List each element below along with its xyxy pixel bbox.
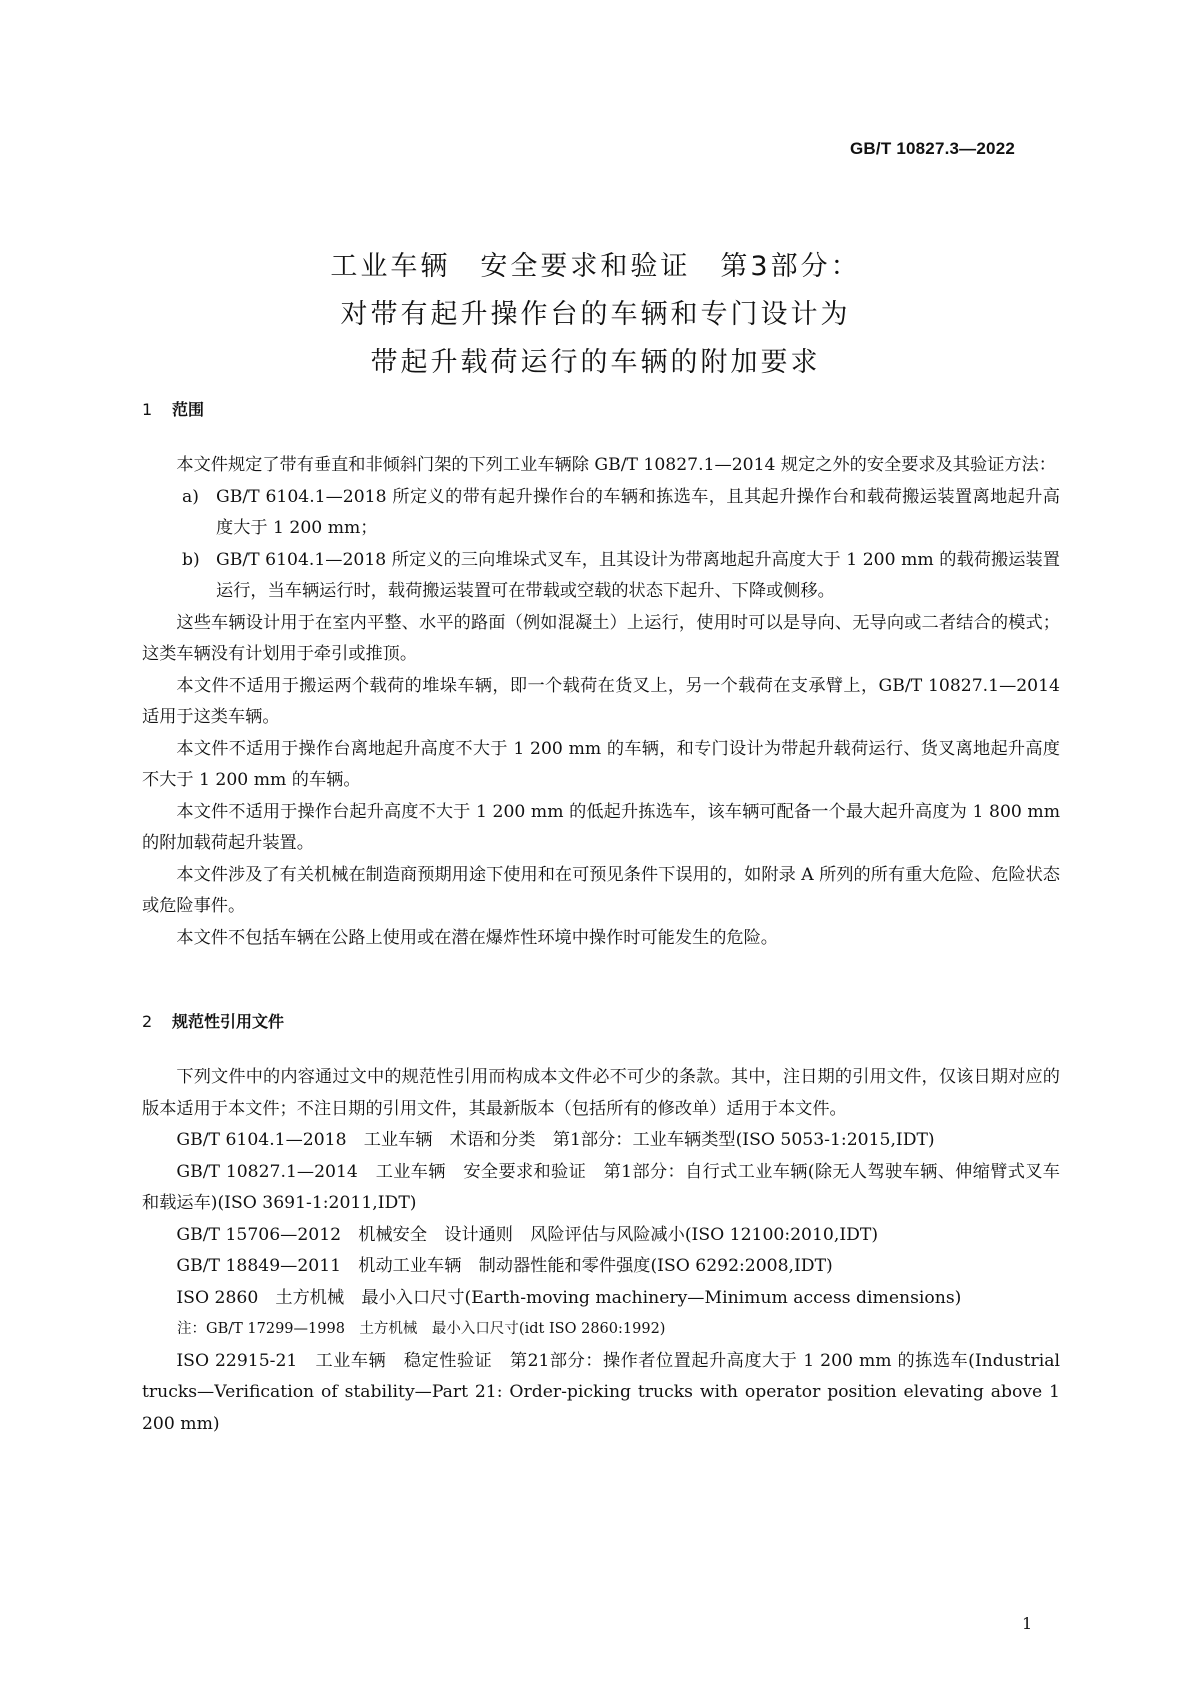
section-2-heading [142, 1009, 284, 1032]
reference-entry: GB/T 6104.1—2018 工业车辆 术语和分类 第1部分：工业车辆类型(ISO 5053-1:2015,IDT) [176, 1130, 935, 1150]
reference-entry: GB/T 10827.1—2014 工业车辆 安全要求和验证 第1部分：自行式工业车辆(除无人驾驶车辆、伸缩臂式叉车和载运车)(ISO 3691-1:2011,IDT) [142, 1161, 1060, 1213]
title-line-1: 工业车辆 安全要求和验证 第3部分： [330, 251, 861, 282]
paragraph: 本文件不适用于操作台离地起升高度不大于 1 200 mm 的车辆，和专门设计为带起升载荷运行、货叉离地起升高度不大于 1 200 mm 的车辆。 [142, 738, 1060, 790]
section-1-body [142, 450, 1060, 954]
section-number: 1 [142, 400, 153, 419]
section-2-body [142, 1062, 1060, 1440]
list-item [142, 545, 1060, 608]
paragraph: 本文件不包括车辆在公路上使用或在潜在爆炸性环境中操作时可能发生的危险。 [176, 927, 778, 948]
reference-note: 注：GB/T 17299—1998 土方机械 最小入口尺寸(idt ISO 2860:1992) [177, 1321, 666, 1337]
title-line-3: 带起升载荷运行的车辆的附加要求 [370, 347, 821, 378]
page-number: 1 [1022, 1614, 1033, 1633]
paragraph: 这些车辆设计用于在室内平整、水平的路面（例如混凝土）上运行，使用时可以是导向、无导向或二者结合的模式；这类车辆没有计划用于牵引或推顶。 [142, 612, 1060, 664]
reference-entry: GB/T 15706—2012 机械安全 设计通则 风险评估与风险减小(ISO 12100:2010,IDT) [176, 1224, 879, 1245]
reference-entry: ISO 2860 土方机械 最小入口尺寸(Earth-moving machinery—Minimum access dimensions) [176, 1287, 962, 1308]
references-intro: 下列文件中的内容通过文中的规范性引用而构成本文件必不可少的条款。其中，注日期的引用文件，仅该日期对应的版本适用于本文件；不注日期的引用文件，其最新版本（包括所有的修改单）适用于本文件。 [142, 1067, 1060, 1119]
list-item-text: GB/T 6104.1—2018 所定义的三向堆垛式叉车，且其设计为带离地起升高度大于 1 200 mm 的载荷搬运装置运行，当车辆运行时，载荷搬运装置可在带载或空载的状态下起升、下降或侧移。 [216, 549, 1060, 601]
list-marker: a) [182, 486, 199, 507]
section-title: 范围 [172, 400, 205, 419]
list-marker: b) [182, 549, 200, 570]
standard-number: GB/T 10827.3—2022 [850, 139, 1015, 158]
document-title [0, 243, 1191, 387]
reference-entry: GB/T 18849—2011 机动工业车辆 制动器性能和零件强度(ISO 6292:2008,IDT) [176, 1256, 833, 1276]
paragraph: 本文件涉及了有关机械在制造商预期用途下使用和在可预见条件下误用的，如附录 A 所列的所有重大危险、危险状态或危险事件。 [142, 864, 1060, 916]
scope-intro: 本文件规定了带有垂直和非倾斜门架的下列工业车辆除 GB/T 10827.1—2014 规定之外的安全要求及其验证方法： [176, 455, 1056, 475]
section-title: 规范性引用文件 [172, 1012, 285, 1031]
reference-entry: ISO 22915-21 工业车辆 稳定性验证 第21部分：操作者位置起升高度大于 1 200 mm 的拣选车(Industrial trucks—Verification of stability—Part 21: Order-picking trucks with operator position elevating above 1 200 mm) [142, 1350, 1060, 1434]
title-line-2: 对带有起升操作台的车辆和专门设计为 [340, 299, 851, 330]
list-item [142, 482, 1060, 545]
section-1-heading [142, 397, 204, 420]
paragraph: 本文件不适用于操作台起升高度不大于 1 200 mm 的低起升拣选车，该车辆可配备一个最大起升高度为 1 800 mm 的附加载荷起升装置。 [142, 801, 1060, 853]
section-number: 2 [142, 1012, 153, 1031]
paragraph: 本文件不适用于搬运两个载荷的堆垛车辆，即一个载荷在货叉上，另一个载荷在支承臂上，GB/T 10827.1—2014 适用于这类车辆。 [142, 675, 1060, 727]
list-item-text: GB/T 6104.1—2018 所定义的带有起升操作台的车辆和拣选车，且其起升操作台和载荷搬运装置离地起升高度大于 1 200 mm； [216, 486, 1060, 538]
